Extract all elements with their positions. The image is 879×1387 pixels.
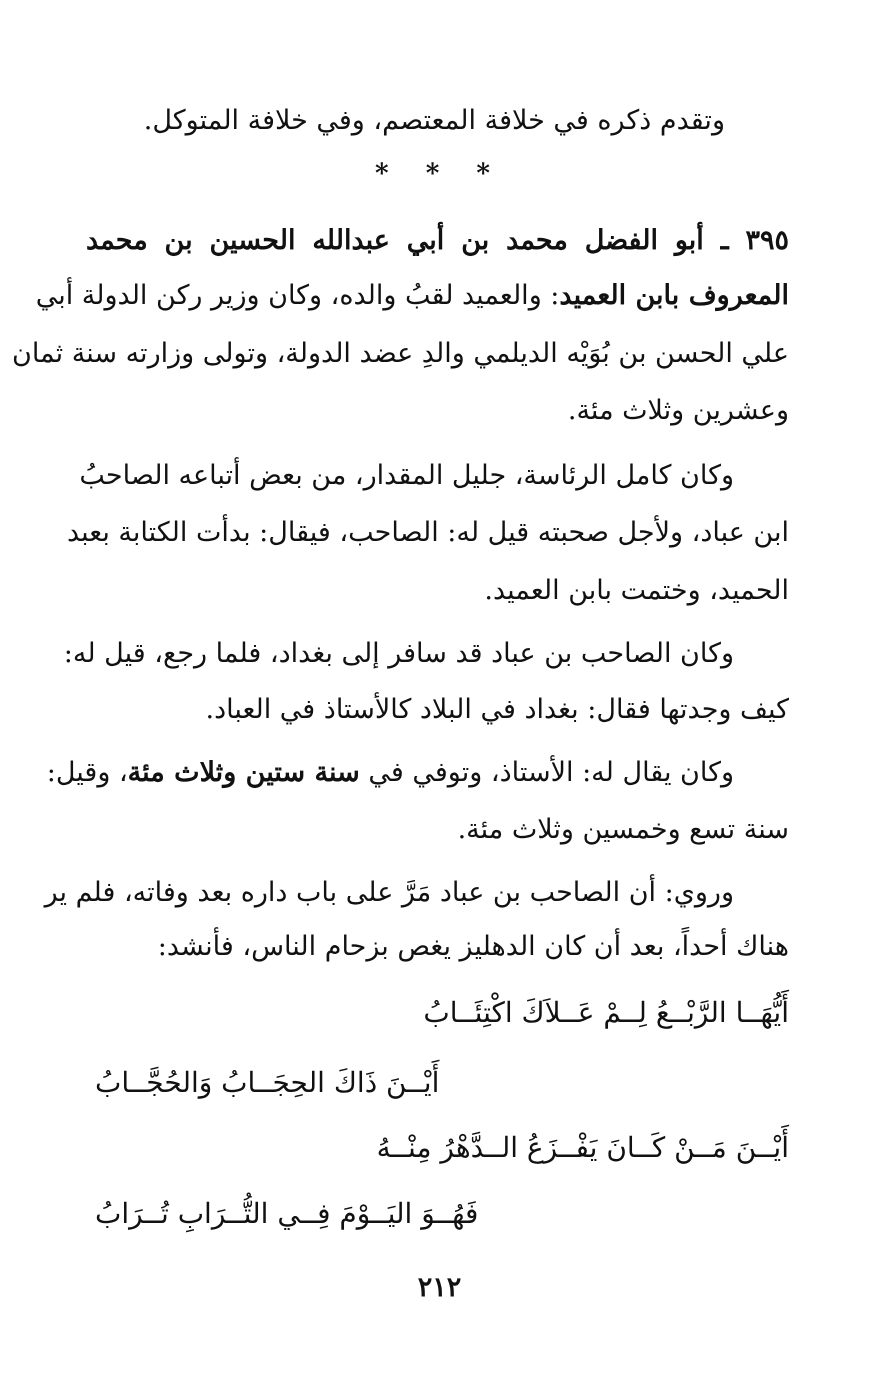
poem-verse-1: أَيُّهَــا الرَّبْــعُ لِــمْ عَــلاَكَ اكْتِئَــابُ	[423, 996, 789, 1029]
paragraph-1-line-1	[35, 276, 789, 316]
paragraph-2-line-1: وكان كامل الرئاسة، جليل المقدار، من بعض أتباعه الصاحبُ	[79, 460, 734, 491]
paragraph-1-line-3: وعشرين وثلاث مئة.	[567, 395, 789, 426]
paragraph-3-line-2: كيف وجدتها فقال: بغداد في البلاد كالأستاذ في العباد.	[205, 694, 789, 725]
section-separator: * * *	[375, 159, 504, 189]
paragraph-2-line-2: ابن عباد، ولأجل صحبته قيل له: الصاحب، فيقال: بدأت الكتابة بعبد	[66, 517, 789, 548]
entry-heading-line	[86, 221, 789, 261]
entry-number: ٣٩٥ ـ	[720, 225, 789, 256]
paragraph-5-line-2: هناك أحداً، بعد أن كان الدهليز يغص بزحام الناس، فأنشد:	[157, 931, 789, 962]
paragraph-4-line-2: سنة تسع وخمسين وثلاث مئة.	[457, 814, 789, 845]
entry-name: أبو الفضل محمد بن أبي عبدالله الحسين بن محمد	[86, 225, 704, 256]
poem-verse-2: أَيْــنَ ذَاكَ الحِجَــابُ وَالحُجَّــابُ	[95, 1066, 440, 1099]
paragraph-4-line-1	[46, 753, 734, 793]
paragraph-5-line-1: وروي: أن الصاحب بن عباد مَرَّ على باب داره بعد وفاته، فلم ير	[44, 877, 734, 908]
page-number: ٢١٢	[417, 1272, 462, 1303]
paragraph-4-text-a: وكان يقال له: الأستاذ، وتوفي في	[368, 757, 734, 788]
paragraph-2-line-3: الحميد، وختمت بابن العميد.	[484, 575, 789, 606]
paragraph-1-line-2: علي الحسن بن بُوَيْه الديلمي والدِ عضد الدولة، وتولى وزارته سنة ثمان	[11, 338, 789, 369]
poem-verse-4: فَهُــوَ اليَــوْمَ فِــي التُّــرَابِ تُــرَابُ	[95, 1197, 479, 1230]
paragraph-3-line-1: وكان الصاحب بن عباد قد سافر إلى بغداد، فلما رجع، قيل له:	[63, 638, 734, 669]
paragraph-4-text-c: ، وقيل:	[46, 757, 128, 788]
death-date-bold: سنة ستين وثلاث مئة	[127, 757, 360, 788]
paragraph-1-line-1-text: : والعميد لقبُ والده، وكان وزير ركن الدولة أبي	[35, 280, 560, 311]
intro-line: وتقدم ذكره في خلافة المعتصم، وفي خلافة المتوكل.	[143, 105, 725, 136]
poem-verse-3: أَيْــنَ مَــنْ كَــانَ يَفْــزَعُ الــدَّهْرُ مِنْــهُ	[376, 1131, 789, 1164]
entry-known-as: المعروف بابن العميد	[559, 280, 789, 311]
